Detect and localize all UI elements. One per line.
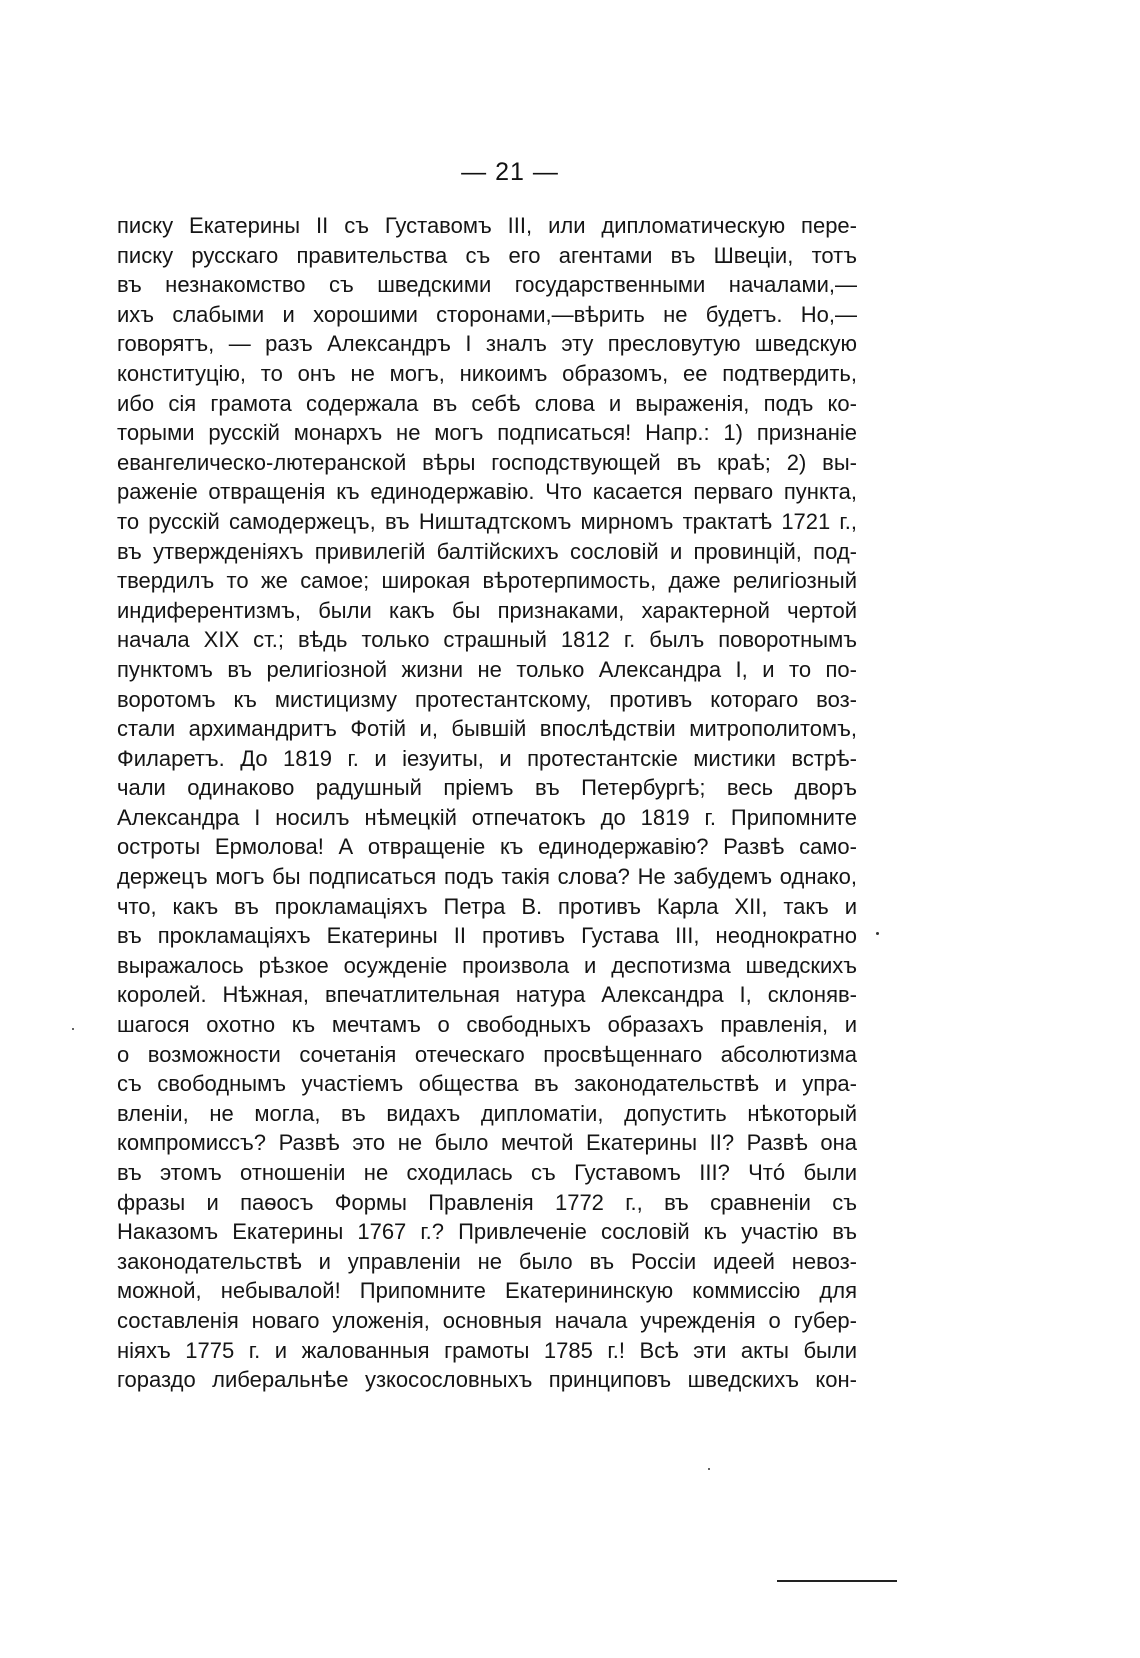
text-line: ніяхъ 1775 г. и жалованныя грамоты 1785 г.! Всѣ эти акты были [117,1337,857,1363]
bottom-rule [777,1580,897,1582]
text-line: держецъ могъ бы подписаться подъ такія слова? Не забудемъ однако, [117,864,857,890]
text-line: раженіе отвращенія къ единодержавію. Что касается перваго пункта, [117,479,857,505]
text-line: выражалось рѣзкое осужденіе произвола и деспотизма шведскихъ [117,952,857,978]
print-speck [72,1028,74,1030]
text-line: торыми русскій монархъ не могъ подписаться! Напр.: 1) признаніе [117,420,857,446]
body-text [117,211,857,1395]
text-line: пунктомъ въ религіозной жизни не только Александра I, и то по- [117,656,857,682]
text-line: шагося охотно къ мечтамъ о свободныхъ образахъ правленія, и [117,1012,857,1038]
text-line: остроты Ермолова! А отвращеніе къ единодержавію? Развѣ само- [117,834,857,860]
print-speck [876,932,879,935]
text-line: составленія новаго уложенія, основныя начала учрежденія о губер- [117,1307,857,1333]
text-line: можной, небывалой! Припомните Екатерининскую коммиссію для [117,1278,857,1304]
text-line: гораздо либеральнѣе узкосословныхъ принциповъ шведскихъ кон- [117,1367,857,1393]
text-line: съ свободнымъ участіемъ общества въ законодательствѣ и упра- [117,1071,857,1097]
text-line: компромиссъ? Развѣ это не было мечтой Екатерины II? Развѣ она [117,1130,857,1156]
text-line: Филаретъ. До 1819 г. и іезуиты, и протестантскіе мистики встрѣ- [117,745,857,771]
text-line: индиферентизмъ, были какъ бы признаками, характерной чертой [117,597,857,623]
text-line: королей. Нѣжная, впечатлительная натура Александра I, склоняв- [117,982,857,1008]
text-line: законодательствѣ и управленіи не было въ Россіи идеей невоз- [117,1248,857,1274]
text-line: конституцію, то онъ не могъ, никоимъ образомъ, ее подтвердить, [117,360,857,386]
text-line: начала XIX ст.; вѣдь только страшный 1812 г. былъ поворотнымъ [117,627,857,653]
text-line: евангелическо-лютеранской вѣры господствующей въ краѣ; 2) вы- [117,449,857,475]
text-line: вленіи, не могла, въ видахъ дипломатіи, допустить нѣкоторый [117,1100,857,1126]
text-line: писку русскаго правительства съ его агентами въ Швеціи, тотъ [117,242,857,268]
text-line: то русскій самодержецъ, въ Ништадтскомъ мирномъ трактатѣ 1721 г., [117,508,857,534]
text-line: въ утвержденіяхъ привилегій балтійскихъ сословій и провинцій, под- [117,538,857,564]
text-line: ихъ слабыми и хорошими сторонами,—вѣрить не будетъ. Но,— [117,301,857,327]
text-line: о возможности сочетанія отеческаго просвѣщеннаго абсолютизма [117,1041,857,1067]
text-line: воротомъ къ мистицизму протестантскому, противъ котораго воз- [117,686,857,712]
text-line: въ незнакомство съ шведскими государственными началами,— [117,272,857,298]
text-line: Александра I носилъ нѣмецкій отпечатокъ до 1819 г. Припомните [117,804,857,830]
text-line: твердилъ то же самое; широкая вѣротерпимость, даже религіозный [117,568,857,594]
text-line: говорятъ, — разъ Александръ I зналъ эту пресловутую шведскую [117,331,857,357]
text-line: чали одинаково радушный пріемъ въ Петербургѣ; весь дворъ [117,775,857,801]
text-line: стали архимандритъ Фотій и, бывшій впослѣдствіи митрополитомъ, [117,716,857,742]
text-line: въ прокламаціяхъ Екатерины II противъ Густава III, неоднократно [117,923,857,949]
page-number: — 21 — [461,158,559,186]
text-line: что, какъ въ прокламаціяхъ Петра В. противъ Карла XII, такъ и [117,893,857,919]
text-line: Наказомъ Екатерины 1767 г.? Привлеченіе сословій къ участію въ [117,1219,857,1245]
text-line: въ этомъ отношеніи не сходилась съ Густавомъ III? Чтó были [117,1160,857,1185]
text-line: писку Екатерины II съ Густавомъ III, или дипломатическую пере- [117,213,857,238]
print-speck [708,1468,710,1470]
text-line: ибо сія грамота содержала въ себѣ слова и выраженія, подъ ко- [117,390,857,416]
text-line: фразы и паѳосъ Формы Правленія 1772 г., въ сравненіи съ [117,1189,857,1215]
